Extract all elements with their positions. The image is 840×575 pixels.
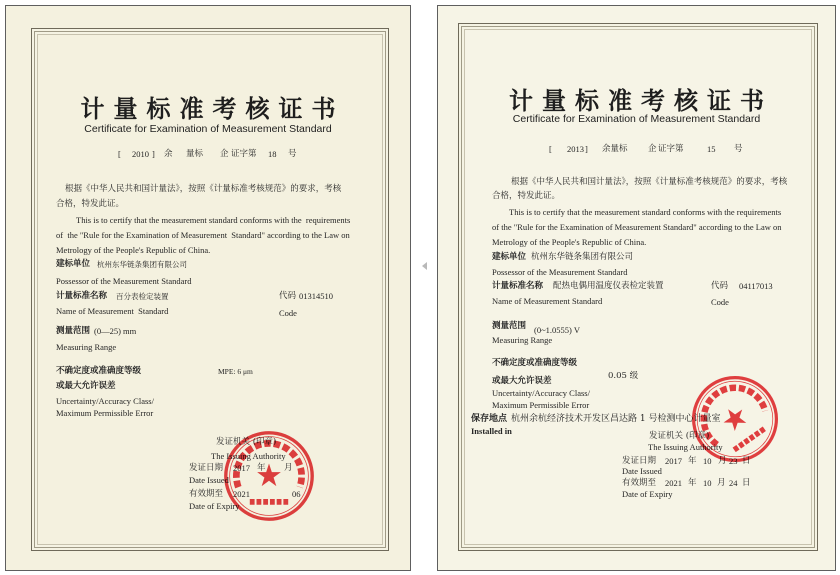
statement-en-line: This is to certify that the measurement standard conforms with the requirements bbox=[76, 215, 351, 225]
issuing-authority-label-zh: 发证机关 (印章) bbox=[216, 437, 277, 447]
arrow-left-icon bbox=[422, 262, 427, 270]
code-value: 04117013 bbox=[739, 281, 773, 291]
uncertainty-label-en: Uncertainty/Accuracy Class/ bbox=[56, 396, 154, 406]
date-expiry-year: 2021 bbox=[665, 478, 682, 488]
standard-name-value: 配热电偶用温度仪表检定装置 bbox=[553, 281, 664, 291]
date-issued-day-unit: 日 bbox=[742, 456, 751, 466]
date-issued-label-en: Date Issued bbox=[189, 475, 229, 485]
cert-no-close: ] bbox=[585, 144, 588, 154]
standard-name-label-en: Name of Measurement Standard bbox=[492, 296, 603, 306]
uncertainty-label-zh: 不确定度或准确度等级 bbox=[492, 358, 578, 368]
cert-no-number: 18 bbox=[268, 149, 277, 159]
date-expiry-label-en: Date of Expiry bbox=[189, 501, 240, 511]
possessor-value: 杭州东华链条集团有限公司 bbox=[531, 252, 634, 262]
possessor-label-zh: 建标单位 bbox=[492, 252, 527, 262]
standard-name-label-zh: 计量标准名称 bbox=[492, 281, 544, 291]
installed-value: 杭州余杭经济技术开发区昌达路 1 号检测中心计量室 bbox=[511, 414, 721, 424]
cert-no-number: 15 bbox=[707, 144, 716, 154]
date-issued-year-unit: 年 bbox=[257, 463, 266, 473]
date-expiry-day-unit: 日 bbox=[742, 478, 751, 488]
cert-no-unit: 号 bbox=[734, 144, 743, 154]
statement-en-line: Metrology of the People's Republic of China. bbox=[492, 237, 647, 247]
possessor-label-zh: 建标单位 bbox=[56, 259, 91, 269]
date-issued-label-en: Date Issued bbox=[622, 466, 662, 476]
date-expiry-label-en: Date of Expiry bbox=[622, 489, 673, 499]
cert-no-part3: 企 bbox=[648, 144, 657, 154]
issuing-authority-label-en: The Issuing Authority bbox=[648, 442, 723, 452]
star-icon bbox=[719, 403, 750, 434]
cert-no-open: [ bbox=[118, 149, 121, 159]
statement-zh-line: 合格，特发此证。 bbox=[492, 191, 561, 201]
date-expiry-label-zh: 有效期至 bbox=[622, 478, 657, 488]
cert-no-year: 2010 bbox=[132, 149, 149, 159]
date-expiry-month-unit: 月 bbox=[717, 478, 726, 488]
uncertainty-label-zh: 或最大允许误差 bbox=[56, 381, 116, 391]
cert-no-close: ] bbox=[152, 149, 155, 159]
cert-no-part2: 量标 bbox=[186, 149, 204, 159]
statement-zh-line: 根据《中华人民共和国计量法》，按照《计量标准考核规范》的要求，考核 bbox=[65, 184, 342, 194]
date-issued-day: 23 bbox=[729, 456, 738, 466]
possessor-label-en: Possessor of the Measurement Standard bbox=[56, 276, 192, 286]
date-issued-month-unit: 月 bbox=[718, 456, 727, 466]
date-expiry-day: 24 bbox=[729, 478, 738, 488]
official-seal bbox=[221, 428, 317, 524]
date-issued-year-unit: 年 bbox=[688, 456, 697, 466]
uncertainty-label-en: Maximum Permissible Error bbox=[56, 408, 154, 418]
standard-name-label-zh: 计量标准名称 bbox=[56, 291, 108, 301]
measuring-range-label-zh: 测量范围 bbox=[492, 321, 527, 331]
certificate-2010 bbox=[5, 5, 411, 571]
uncertainty-label-zh: 不确定度或准确度等级 bbox=[56, 366, 142, 376]
measuring-range-label-en: Measuring Range bbox=[56, 342, 117, 352]
measuring-range-value: (0~1.0555) V bbox=[534, 325, 580, 335]
certificate-title-zh: 计量标准考核证书 bbox=[509, 86, 773, 115]
date-expiry-label-zh: 有效期至 bbox=[189, 489, 224, 499]
statement-zh-line: 合格，特发此证。 bbox=[56, 199, 125, 209]
measuring-range-label-zh: 测量范围 bbox=[56, 326, 91, 336]
star-icon bbox=[257, 464, 281, 487]
standard-name-value: 百分表检定装置 bbox=[116, 292, 169, 301]
date-issued-month: 10 bbox=[703, 456, 712, 466]
uncertainty-label-zh: 或最大允许误差 bbox=[492, 376, 552, 386]
certificate-title-en: Certificate for Examination of Measurement Standard bbox=[84, 123, 332, 135]
date-expiry-month: 10 bbox=[703, 478, 712, 488]
statement-en-line: of the "Rule for the Examination of Measurement Standard" according to the Law on bbox=[56, 230, 350, 240]
statement-en-line: Metrology of the People's Republic of China. bbox=[56, 245, 211, 255]
cert-no-part4: 证字第 bbox=[658, 144, 684, 154]
date-expiry-year-unit: 年 bbox=[688, 478, 697, 488]
statement-en-line: This is to certify that the measurement standard conforms with the requirements bbox=[509, 207, 782, 217]
certificate-title-en: Certificate for Examination of Measurement Standard bbox=[512, 113, 761, 125]
date-issued-year: 2017 bbox=[233, 463, 250, 473]
installed-label-zh: 保存地点 bbox=[471, 414, 508, 424]
measuring-range-value: (0—25) mm bbox=[94, 326, 137, 336]
code-label-en: Code bbox=[279, 308, 297, 318]
date-issued-month-unit: 月 bbox=[284, 463, 293, 473]
cert-no-part1: 余量标 bbox=[602, 144, 628, 154]
standard-name-label-en: Name of Measurement Standard bbox=[56, 306, 169, 316]
measuring-range-label-en: Measuring Range bbox=[492, 335, 553, 345]
uncertainty-label-en: Uncertainty/Accuracy Class/ bbox=[492, 388, 590, 398]
issuing-authority-label-en: The Issuing Authority bbox=[211, 451, 286, 461]
installed-label-en: Installed in bbox=[471, 426, 512, 436]
uncertainty-label-en: Maximum Permissible Error bbox=[492, 400, 590, 410]
cert-no-part4: 证字第 bbox=[231, 149, 257, 159]
certificate-title-zh: 计量标准考核证书 bbox=[80, 94, 345, 123]
date-expiry-day: 06 bbox=[292, 489, 301, 499]
uncertainty-value: MPE: 6 μm bbox=[218, 367, 253, 376]
certificate-2013 bbox=[437, 5, 836, 571]
code-value: 01314510 bbox=[299, 291, 333, 301]
date-issued-year: 2017 bbox=[665, 456, 682, 466]
date-issued-label-zh: 发证日期 bbox=[622, 456, 657, 466]
cert-no-year: 2013 bbox=[567, 144, 584, 154]
statement-zh-line: 根据《中华人民共和国计量法》，按照《计量标准考核规范》的要求，考核 bbox=[511, 177, 788, 187]
date-issued-label-zh: 发证日期 bbox=[189, 463, 224, 473]
code-label-en: Code bbox=[711, 297, 729, 307]
cert-no-unit: 号 bbox=[288, 149, 297, 159]
possessor-value: 杭州东华链条集团有限公司 bbox=[97, 260, 187, 269]
issuing-authority-label-zh: 发证机关 (印章) bbox=[649, 431, 710, 441]
possessor-label-en: Possessor of the Measurement Standard bbox=[492, 267, 628, 277]
uncertainty-value: 0.05 级 bbox=[608, 371, 639, 381]
official-seal bbox=[689, 373, 781, 465]
cert-no-part1: 余 bbox=[164, 149, 173, 159]
cert-no-open: [ bbox=[549, 144, 552, 154]
statement-en-line: of the "Rule for the Examination of Measurement Standard" according to the Law on bbox=[492, 222, 782, 232]
code-label-zh: 代码 bbox=[711, 281, 729, 291]
date-expiry-year: 2021 bbox=[233, 489, 250, 499]
cert-no-part3: 企 bbox=[220, 149, 229, 159]
code-label-zh: 代码 bbox=[279, 291, 297, 301]
